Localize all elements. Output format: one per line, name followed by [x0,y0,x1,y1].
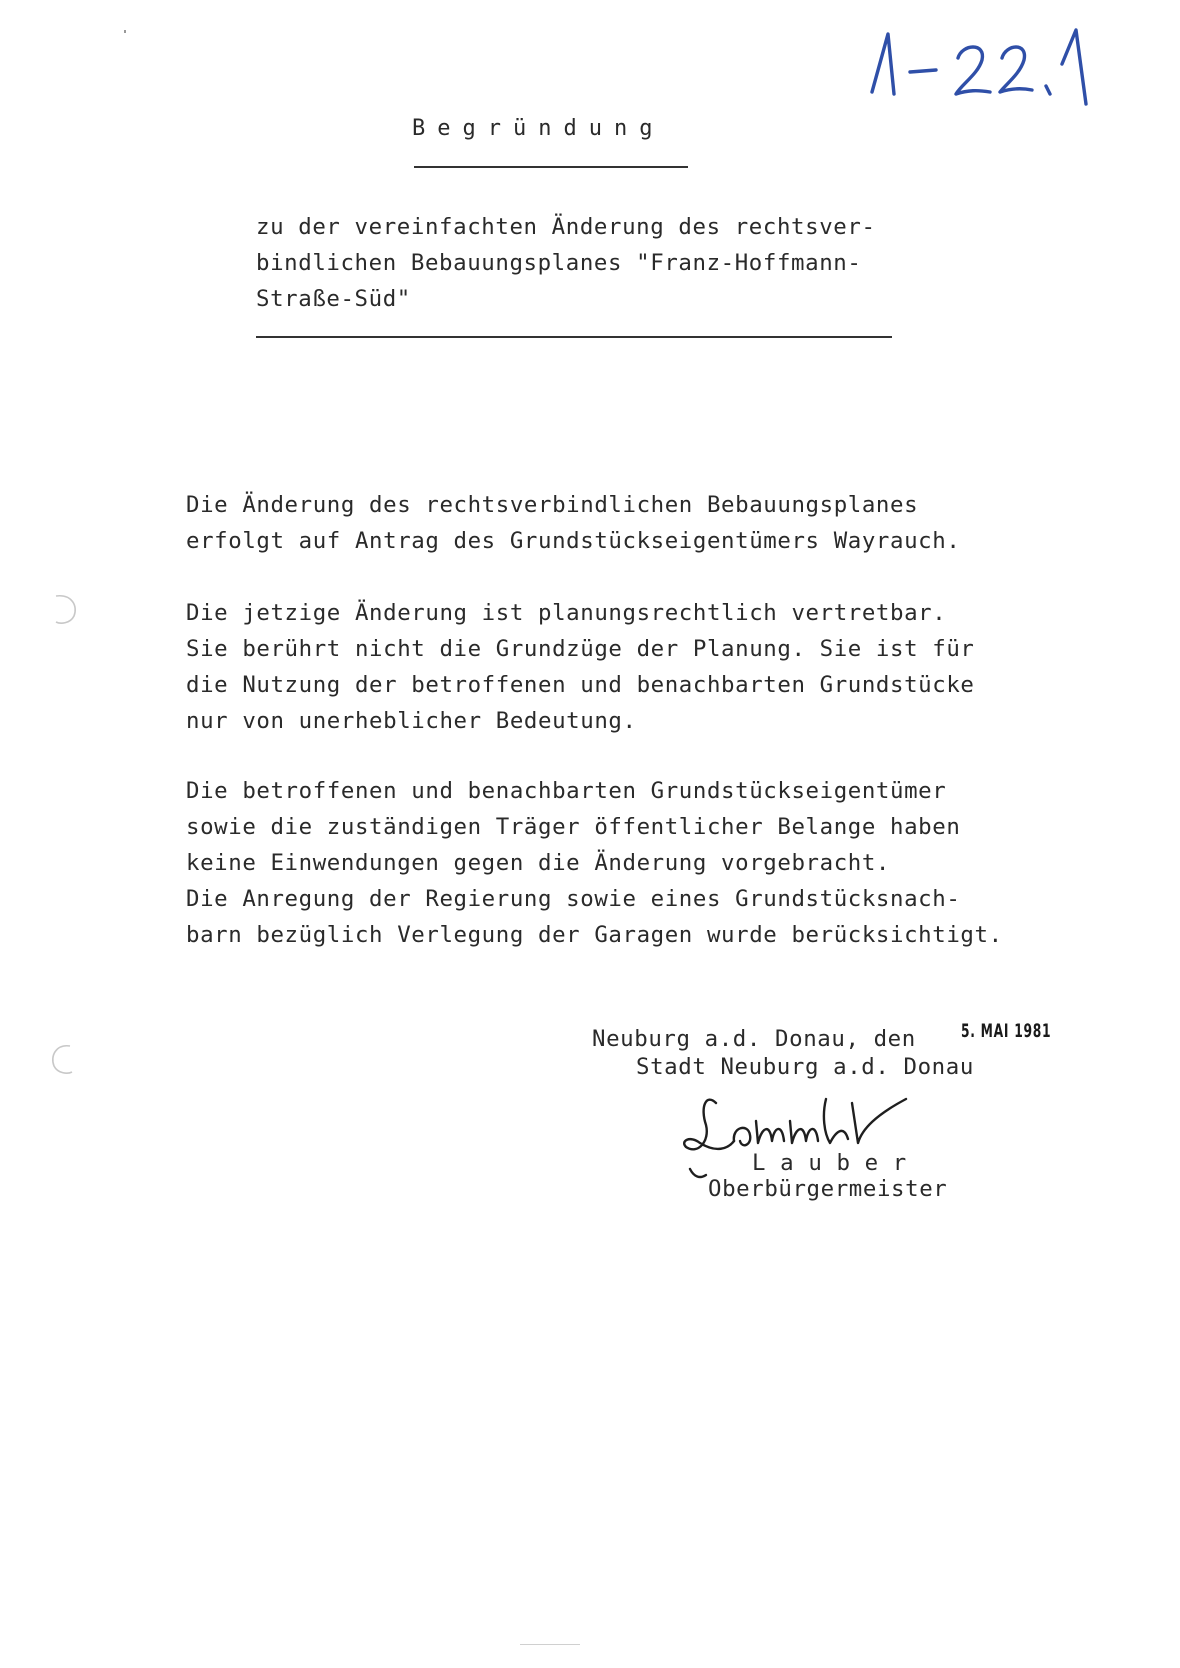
signatory-name: L a u b e r [752,1150,907,1176]
date-stamp: 5. MAI 1981 [961,1020,1052,1042]
scan-edge-artifact [520,1644,580,1645]
subject-line-1: zu der vereinfachten Änderung des rechtsver- [256,214,876,240]
paragraph-1-line-2: erfolgt auf Antrag des Grundstückseigentümers Wayrauch. [186,528,961,554]
document-title: Begründung [412,116,665,141]
paragraph-3-line-5: barn bezüglich Verlegung der Garagen wurde berücksichtigt. [186,922,1003,948]
subject-line-3: Straße-Süd" [256,286,411,312]
paragraph-3-line-4: Die Anregung der Regierung sowie eines Grundstücksnach- [186,886,961,912]
paragraph-2-line-4: nur von unerheblicher Bedeutung. [186,708,637,734]
paragraph-3-line-3: keine Einwendungen gegen die Änderung vorgebracht. [186,850,891,876]
punch-hole-mark [50,592,78,626]
paragraph-3-line-2: sowie die zuständigen Träger öffentlicher Belange haben [186,814,961,840]
punch-hole-mark [50,1042,78,1076]
paragraph-3-line-1: Die betroffenen und benachbarten Grundstückseigentümer [186,778,947,804]
scan-speck [124,30,126,33]
subject-line-2: bindlichen Bebauungsplanes "Franz-Hoffmann- [256,250,862,276]
handwritten-archive-number [866,20,1136,110]
title-underline [414,166,688,168]
paragraph-2-line-3: die Nutzung der betroffenen und benachbarten Grundstücke [186,672,975,698]
place-line: Neuburg a.d. Donau, den [592,1026,916,1052]
authority-line: Stadt Neuburg a.d. Donau [636,1054,974,1080]
paragraph-2-line-1: Die jetzige Änderung ist planungsrechtlich vertretbar. [186,600,947,626]
paragraph-2-line-2: Sie berührt nicht die Grundzüge der Planung. Sie ist für [186,636,975,662]
paragraph-1-line-1: Die Änderung des rechtsverbindlichen Bebauungsplanes [186,492,919,518]
subject-underline [256,336,892,338]
signatory-title: Oberbürgermeister [708,1176,948,1202]
